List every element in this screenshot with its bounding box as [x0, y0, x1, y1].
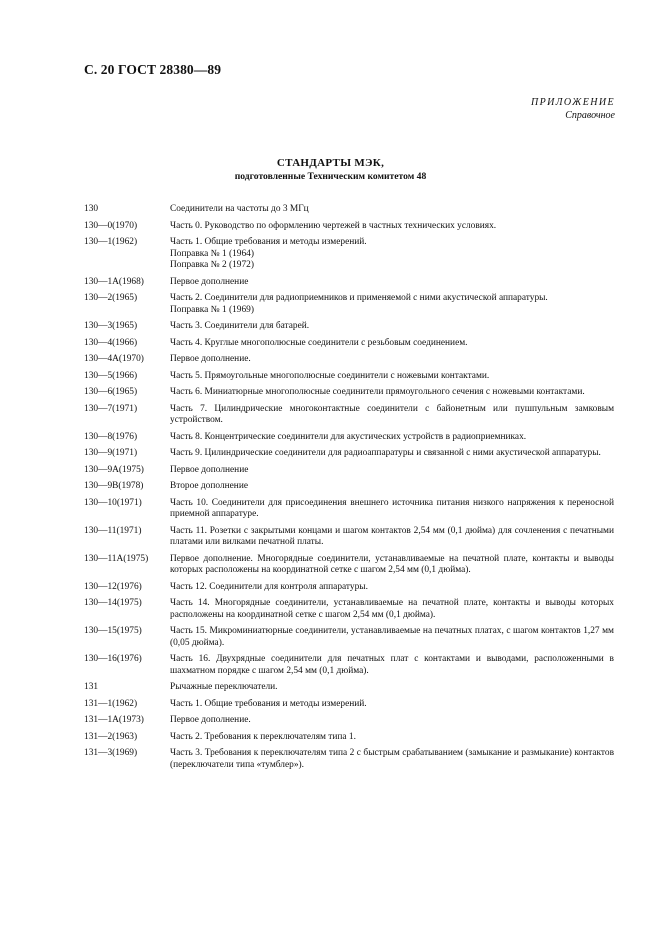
standard-code: 131—3(1969)	[84, 748, 138, 758]
description-line: Часть 9. Цилиндрические соединители для радиоаппаратуры и связанной с ними акустической аппаратуры.	[170, 448, 601, 458]
standard-description	[170, 732, 614, 744]
standard-code: 130—11(1971)	[84, 525, 142, 536]
standard-description	[170, 237, 614, 272]
description-line: Часть 3. Соединители для батарей.	[170, 321, 310, 331]
description-line: Часть 11. Розетки с закрытыми концами и шагом контактов 2,54 мм (0,1 дюйма) для сочленения с печатными платами или вилками печатной платы.	[170, 525, 614, 547]
standard-entry	[84, 277, 614, 289]
standard-description	[170, 404, 614, 427]
standard-code: 131—1(1962)	[84, 698, 138, 709]
standard-entry	[84, 354, 614, 366]
description-line: Часть 14. Многорядные соединители, устанавливаемые на печатной плате, контакты и выводы которых расположены на координатной сетке с шагом 2,54 мм (0,1 дюйма).	[170, 598, 614, 620]
standard-code: 130—9А(1975)	[84, 464, 144, 475]
standard-code: 130—2(1965)	[84, 293, 138, 303]
standard-description	[170, 626, 614, 649]
description-line: Часть 3. Требования к переключателям типа 2 с быстрым срабатыванием (замыкание и размыкание) контактов (переключатели типа «тумблер»).	[170, 748, 614, 770]
description-line: Часть 12. Соединители для контроля аппаратуры.	[170, 581, 368, 592]
standard-description	[170, 526, 614, 549]
description-line: Часть 15. Микроминиатюрные соединители, устанавливаемые на печатных платах, с шагом контактов 1,27 мм (0,05 дюйма).	[170, 626, 614, 648]
description-line: Поправка № 1 (1964)	[170, 248, 254, 259]
standard-description	[170, 338, 614, 350]
standard-entry	[84, 371, 614, 383]
standard-description	[170, 354, 614, 366]
page-header: С. 20 ГОСТ 28380—89	[84, 62, 222, 77]
standard-code: 130—0(1970)	[84, 220, 138, 231]
standard-description	[170, 582, 614, 594]
standard-description	[170, 432, 614, 444]
standard-code: 130—3(1965)	[84, 321, 138, 331]
standard-description	[170, 465, 614, 477]
standard-code: 130—10(1971)	[84, 497, 142, 508]
standard-entry	[84, 321, 614, 333]
standard-entry	[84, 654, 614, 677]
standard-description	[170, 387, 614, 399]
standard-entry	[84, 221, 614, 233]
description-line: Первое дополнение	[170, 276, 249, 287]
appendix-title: ПРИЛОЖЕНИЕ	[531, 97, 615, 108]
description-line: Первое дополнение. Многорядные соединители, устанавливаемые на печатной плате, контакты и выводы которых расположены на координатной сетке с шагом 2,54 мм (0,1 дюйма).	[170, 553, 614, 575]
standard-entry	[84, 237, 614, 272]
standard-entry	[84, 404, 614, 427]
description-line: Часть 8. Концентрические соединители для акустических устройств в радиоприемниках.	[170, 431, 527, 442]
standard-code: 130	[84, 204, 99, 214]
standard-code: 131	[84, 682, 99, 692]
standard-entry	[84, 626, 614, 649]
standard-description	[170, 498, 614, 521]
description-line: Второе дополнение	[170, 481, 248, 491]
standard-code: 130—7(1971)	[84, 403, 138, 414]
standard-entry	[84, 715, 614, 727]
description-line: Часть 0. Руководство по оформлению чертежей в частных технических условиях.	[170, 220, 497, 231]
standard-description	[170, 554, 614, 577]
standard-code: 130—9В(1978)	[84, 481, 144, 491]
description-line: Часть 4. Круглые многополюсные соединители с резьбовым соединением.	[170, 337, 468, 348]
appendix-label	[531, 96, 615, 122]
standard-entry	[84, 387, 614, 399]
standard-code: 130—4(1966)	[84, 337, 138, 348]
description-line: Часть 5. Прямоугольные многополюсные соединители с ножевыми контактами.	[170, 370, 490, 381]
standard-code: 130—1(1962)	[84, 237, 138, 247]
standard-code: 131—2(1963)	[84, 731, 138, 742]
standard-code: 130—4А(1970)	[84, 354, 144, 364]
standard-entry	[84, 432, 614, 444]
standard-entry	[84, 682, 614, 694]
description-line: Рычажные переключатели.	[170, 682, 278, 692]
standard-entry	[84, 498, 614, 521]
standard-code: 131—1А(1973)	[84, 715, 144, 725]
standard-code: 130—14(1975)	[84, 598, 142, 608]
standard-code: 130—8(1976)	[84, 431, 138, 442]
description-line: Поправка № 1 (1969)	[170, 304, 254, 315]
description-line: Часть 2. Соединители для радиоприемников и применяемой с ними акустической аппаратуры.	[170, 293, 548, 303]
standard-description	[170, 221, 614, 233]
standard-code: 130—11А(1975)	[84, 553, 149, 564]
standard-description	[170, 321, 614, 333]
standard-entry	[84, 338, 614, 350]
section-title: СТАНДАРТЫ МЭК,	[276, 157, 385, 169]
standard-entry	[84, 699, 614, 711]
standard-description	[170, 448, 614, 460]
standard-entry	[84, 481, 614, 493]
description-line: Часть 1. Общие требования и методы измерений.	[170, 698, 367, 709]
description-line: Часть 7. Цилиндрические многоконтактные соединители с байонетным или пушпульным замковым устройством.	[170, 403, 614, 425]
description-line: Часть 10. Соединители для присоединения внешнего источника питания низкого напряжения к переносной приемной аппаратуре.	[170, 497, 614, 519]
description-line: Часть 16. Двухрядные соединители для печатных плат с контактами и выводами, расположенными в шахматном порядке с шагом 2,54 мм (0,1 дюйма).	[170, 654, 614, 676]
standard-code: 130—15(1975)	[84, 626, 142, 636]
standard-entry	[84, 598, 614, 621]
standard-description	[170, 699, 614, 711]
standard-description	[170, 654, 614, 677]
standard-description	[170, 371, 614, 383]
standard-entry	[84, 204, 614, 216]
standard-description	[170, 715, 614, 727]
standard-entry	[84, 526, 614, 549]
description-line: Соединители на частоты до 3 МГц	[170, 204, 309, 214]
standard-entry	[84, 732, 614, 744]
standard-description	[170, 598, 614, 621]
standard-code: 130—12(1976)	[84, 581, 142, 592]
description-line: Часть 6. Миниатюрные многополюсные соединители прямоугольного сечения с ножевыми контактами.	[170, 387, 585, 397]
standard-entry	[84, 554, 614, 577]
description-line: Часть 2. Требования к переключателям типа 1.	[170, 731, 356, 742]
standard-entry	[84, 293, 614, 316]
standard-description	[170, 293, 614, 316]
description-line: Первое дополнение.	[170, 715, 251, 725]
standard-code: 130—1А(1968)	[84, 276, 144, 287]
section-subtitle: подготовленные Техническим комитетом 48	[234, 171, 427, 182]
standard-code: 130—6(1965)	[84, 387, 138, 397]
standard-code: 130—5(1966)	[84, 370, 138, 381]
description-line: Первое дополнение	[170, 464, 249, 475]
standard-description	[170, 204, 614, 216]
standard-description	[170, 682, 614, 694]
standard-description	[170, 277, 614, 289]
standard-entry	[84, 448, 614, 460]
description-line: Первое дополнение.	[170, 354, 251, 364]
standard-description	[170, 481, 614, 493]
standard-entry	[84, 582, 614, 594]
standard-entry	[84, 748, 614, 771]
description-line: Часть 1. Общие требования и методы измерений.	[170, 237, 367, 247]
appendix-type: Справочное	[565, 110, 615, 121]
standard-code: 130—16(1976)	[84, 654, 142, 664]
standard-entry	[84, 465, 614, 477]
standard-description	[170, 748, 614, 771]
standards-list	[84, 204, 614, 776]
standard-code: 130—9(1971)	[84, 448, 138, 458]
description-line: Поправка № 2 (1972)	[170, 260, 254, 270]
